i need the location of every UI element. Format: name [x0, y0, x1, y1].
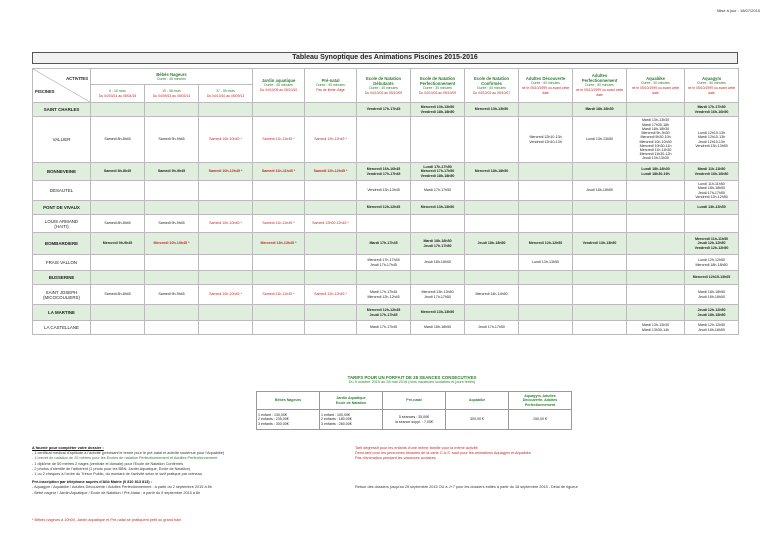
- schedule-cell: [145, 181, 199, 201]
- header-aquagym: [685, 69, 739, 103]
- header-prenatal: [305, 69, 357, 103]
- pool-name: LOUIS ARMAND (HAITI): [33, 215, 91, 233]
- schedule-cell: Samedi 12h00-12h45 *: [305, 215, 357, 233]
- schedule-cell: Jeudi 18h-18h50: [573, 181, 627, 201]
- schedule-cell: [519, 321, 573, 335]
- diagonal-line: [33, 69, 90, 102]
- pool-name: VALLIER: [33, 117, 91, 163]
- table-row: [33, 285, 739, 305]
- schedule-cell: [465, 305, 519, 321]
- schedule-cell: [253, 181, 305, 201]
- schedule-cell: [573, 321, 627, 335]
- natperf-sub: Durée : 30 minutes: [423, 85, 452, 90]
- header-jardin: [253, 69, 305, 103]
- tarifs-title: TARIFS POUR UN FORFAIT DE 28 SEANCES CONSECUTIVES: [347, 375, 477, 380]
- schedule-cell: [627, 201, 685, 215]
- table-row: [33, 233, 739, 255]
- schedule-cell: [305, 305, 357, 321]
- tarif-value: 1 enfant : 130,00€ 2 enfants : 235,00€ 3 enfants : 300,00€: [257, 410, 320, 430]
- schedule-cell: Mercredi 13h-13h50 Vendredi 18h-18h50: [411, 103, 465, 117]
- schedule-cell: Mercredi 16h-16h45 Vendredi 17h-17h45: [357, 163, 411, 181]
- pool-name: BONNEVEINE: [33, 163, 91, 181]
- schedule-cell: [91, 181, 145, 201]
- aduperf-dates: né le 05/10/1999 ou avant cette date: [575, 88, 624, 97]
- schedule-cell: [91, 201, 145, 215]
- schedule-cell: Mercredi 13h-13h50 Jeudi 17h-17h50: [411, 285, 465, 305]
- natconf-dates: Du 04/10/02 au 05/10/07: [472, 90, 511, 95]
- schedule-cell: [305, 201, 357, 215]
- schedule-cell: Mercredi 13h-13h45 *: [253, 233, 305, 255]
- schedule-cell: [519, 305, 573, 321]
- table-row: [33, 117, 739, 163]
- schedule-cell: [253, 255, 305, 271]
- schedule-cell: [627, 305, 685, 321]
- age3-dates: Du 04/10/10 au 05/09/13: [206, 93, 245, 98]
- schedule-cell: Mercredi 13h-13h50: [411, 305, 465, 321]
- schedule-cell: Samedi 8h-8h45: [91, 285, 145, 305]
- table-row: [33, 215, 739, 233]
- schedule-cell: Samedi 12h-12h45 *: [305, 285, 357, 305]
- prenatal-sub: Durée : 45 minutes: [316, 83, 345, 87]
- schedule-cell: Jeudi 18h-18h50: [411, 255, 465, 271]
- schedule-cell: Mardi 18h-18h50 Jeudi 17h-17h50: [411, 233, 465, 255]
- header-adudec: [519, 69, 573, 103]
- pool-name: PONT DE VIVAUX: [33, 201, 91, 215]
- schedule-cell: [411, 271, 465, 285]
- schedule-cell: Mardi 18h-18h50 Jeudi 18h-18h50: [685, 285, 739, 305]
- schedule-cell: Lundi 17h-17h50 Mercredi 17h-17h50 Vendredi 18h-18h50: [411, 163, 465, 181]
- schedule-table: [32, 68, 739, 335]
- pool-name: FRAIS VALLON: [33, 255, 91, 271]
- schedule-cell: Samedi 12h-12h45 *: [305, 117, 357, 163]
- schedule-cell: [305, 255, 357, 271]
- pool-name: LA CASTELLANE: [33, 321, 91, 335]
- schedule-cell: [91, 103, 145, 117]
- tarif-header: Jardin Aquatique Ecole de Natation: [320, 392, 383, 410]
- schedule-cell: [519, 181, 573, 201]
- piscines-label: PISCINES: [35, 88, 55, 94]
- header-age1: [91, 85, 145, 103]
- activites-label: ACTIVITES: [66, 76, 88, 81]
- page-title: Tableau Synoptique des Animations Piscines 2015-2016: [32, 52, 738, 64]
- schedule-cell: Lundi 13h-13h50: [519, 255, 573, 271]
- schedule-cell: Mercredi 18h-18h50: [465, 163, 519, 181]
- tariff-note: Pas d'animation pendant les vacances scolaires: [355, 456, 436, 461]
- notes-heading: A fournir pour compléter votre dossier :: [32, 446, 104, 450]
- schedule-cell: Lundi 12h10-13h Mardi 12h10-13h Jeudi 12h10-13h Vendredi 13h-13h50: [685, 117, 739, 163]
- table-row: [33, 181, 739, 201]
- note-item: - 2 photos d'identité de l'adhérent (1 photo pour les BBN, Jardin Aquatique, Ecole de Natation): [32, 466, 191, 471]
- note-item: - 1 certificat médical d'aptitude à l'activité (précisant le terme pour le pré-natal et activité soutenue pour l'Aquabike): [32, 451, 225, 456]
- schedule-rows: [33, 103, 739, 335]
- age2-label: 19 - 36 mois: [162, 88, 181, 93]
- header-corner: [33, 69, 91, 103]
- schedule-cell: [357, 215, 411, 233]
- schedule-cell: [411, 117, 465, 163]
- aquabike-dates: né le 05/10/1999 ou avant cette date: [631, 85, 680, 95]
- schedule-cell: [573, 271, 627, 285]
- tarif-header: Bébés Nageurs: [257, 392, 320, 410]
- schedule-cell: Mardi 11h-11h50 Vendredi 16h-16h50: [685, 163, 739, 181]
- schedule-cell: [627, 271, 685, 285]
- schedule-cell: Mercredi 17h-17h45 Jeudi 17h-17h45: [357, 255, 411, 271]
- schedule-cell: Samedi 8h-8h45: [91, 215, 145, 233]
- schedule-cell: [91, 321, 145, 335]
- schedule-cell: [199, 305, 253, 321]
- schedule-cell: Lundi 12h-12h50 Mercredi 18h-18h50: [685, 255, 739, 271]
- schedule-cell: Mardi 13h-13h30 Mardi 13h30-14h: [627, 321, 685, 335]
- schedule-cell: [199, 233, 253, 255]
- schedule-cell: Samedi 10h-10h45 *: [199, 285, 253, 305]
- schedule-cell: [573, 255, 627, 271]
- schedule-cell: [145, 305, 199, 321]
- schedule-cell: [199, 201, 253, 215]
- schedule-cell: Samedi 9h-9h45: [145, 117, 199, 163]
- tariff-note: Tarif dégressif pour les enfants d'une même famille pour la même activité: [355, 446, 478, 450]
- schedule-cell: Mardi 12h-12h50 Jeudi 18h-18h50: [685, 321, 739, 335]
- bebes-sub: Durée : 45 minutes: [157, 76, 186, 81]
- schedule-cell: [519, 103, 573, 117]
- schedule-cell: Samedi 11h-11h45 *: [253, 117, 305, 163]
- schedule-cell: [627, 103, 685, 117]
- prereg-line: - Aquagym / Aquabike / Adultes Découverte / Adultes Perfectionnement : à partir du 2 septembre 2015 à 8h: [32, 485, 212, 490]
- tariff-note: Demi-tarif pour les personnes titulaires de la carte C.A.S. sauf pour les animations Aquagym et Aquabike: [355, 451, 531, 456]
- schedule-cell: Samedi 11h-11h45 *: [253, 163, 305, 181]
- pool-name: DESAUTEL: [33, 181, 91, 201]
- schedule-cell: [253, 305, 305, 321]
- schedule-cell: [253, 201, 305, 215]
- schedule-cell: [465, 215, 519, 233]
- schedule-cell: [199, 103, 253, 117]
- schedule-cell: [519, 285, 573, 305]
- natdeb-title: Ecole de Natation Débutants: [365, 75, 402, 86]
- schedule-cell: Jeudi 12h-12h50 Jeudi 18h-18h50: [685, 305, 739, 321]
- adudec-title: Adultes Découverte: [525, 75, 566, 81]
- schedule-cell: Mardi 17h-17h50 Vendredi 16h-16h50: [685, 103, 739, 117]
- pool-name: SAINT JOSEPH (MICOCOULIERS): [33, 285, 91, 305]
- schedule-cell: [91, 271, 145, 285]
- schedule-cell: [573, 305, 627, 321]
- schedule-cell: Samedi 9h-9h45: [145, 163, 199, 181]
- table-row: [33, 255, 739, 271]
- aquabike-title: Aquabike: [646, 75, 665, 81]
- pool-name: BOMBARDIERE: [33, 233, 91, 255]
- tarif-value: 150,00 €: [509, 410, 572, 430]
- age3-label: 37 - 59 mois: [216, 88, 235, 93]
- prenatal-dates: Pas de limite d'âge: [316, 88, 345, 92]
- schedule-cell: Jeudi 17h-17h50: [465, 321, 519, 335]
- bebes-title: Bébés Nageurs: [156, 71, 187, 77]
- schedule-cell: [357, 117, 411, 163]
- schedule-cell: [145, 255, 199, 271]
- tarif-value: 300,00 €: [446, 410, 509, 430]
- update-note: Mise à jour : 18/07/2015: [717, 8, 760, 13]
- schedule-cell: Vendredi 17h-17h45: [357, 103, 411, 117]
- tariff-notes: [355, 446, 735, 462]
- schedule-cell: [253, 103, 305, 117]
- schedule-cell: [627, 181, 685, 201]
- schedule-cell: Samedi 10h-10h45 *: [199, 163, 253, 181]
- schedule-cell: [627, 215, 685, 233]
- documents-notes: [32, 446, 332, 496]
- header-aduperf: [573, 69, 627, 103]
- header-aquabike: [627, 69, 685, 103]
- schedule-cell: [91, 255, 145, 271]
- schedule-cell: Mercredi 12h-12h50: [519, 233, 573, 255]
- aquagym-sub: Durée : 50 minutes: [697, 80, 726, 85]
- aquabike-sub: Durée : 30 minutes: [641, 80, 670, 85]
- tarif-value: 5 séances : 35,00€ la séance suppl. : 7,00€: [383, 410, 446, 430]
- schedule-cell: [573, 285, 627, 305]
- schedule-cell: [465, 271, 519, 285]
- schedule-cell: Mercredi 10h-10h45 *: [145, 233, 199, 255]
- schedule-cell: [305, 181, 357, 201]
- schedule-cell: Samedi 8h-8h45: [91, 163, 145, 181]
- tarif-header: Aquagym, Adultes Découverte, Adultes Perfectionnement: [509, 392, 572, 410]
- header-natdeb: [357, 69, 411, 103]
- schedule-cell: Mardi 17h-17h45: [357, 233, 411, 255]
- schedule-cell: Mardi 18h-18h50: [411, 321, 465, 335]
- schedule-cell: Mardi 13h-13h30 Mardi 17h30-18h Mardi 18h-18h30 Mercredi 9h-9h30 Mercredi 9h30-10h Mercredi 10h-10h30 Mercredi 10h30-11h Mercredi 11h-11h30 Mercredi 11h30-12h Jeudi 13h-13h30: [627, 117, 685, 163]
- adudec-dates: né le 05/10/1999 ou avant cette date: [521, 85, 570, 95]
- header-bebes: [91, 69, 253, 85]
- schedule-cell: [685, 215, 739, 233]
- aduperf-title: Adultes Perfectionnement: [581, 73, 618, 83]
- schedule-cell: [357, 271, 411, 285]
- schedule-cell: Mercredi 9h-9h45: [91, 233, 145, 255]
- jardin-dates: Du 04/10/09 au 05/10/10: [259, 88, 298, 92]
- header-age3: [199, 85, 253, 103]
- table-row: [33, 163, 739, 181]
- schedule-cell: Lundi 13h-13h50: [685, 201, 739, 215]
- header-natperf: [411, 69, 465, 103]
- jardin-title: Jardin aquatique: [261, 78, 296, 83]
- tarifs-heading: [242, 375, 582, 385]
- schedule-cell: Samedi 10h-10h45 *: [199, 215, 253, 233]
- schedule-cell: Lundi 11h-11h50 Mardi 18h-18h50 Jeudi 17h-17h50 Vendredi 12h-12h50: [685, 181, 739, 201]
- schedule-cell: Lundi 13h-13h50: [573, 117, 627, 163]
- schedule-cell: Mardi 18h-18h50: [573, 103, 627, 117]
- schedule-cell: Mercredi 12h15-13h05: [685, 271, 739, 285]
- schedule-cell: [145, 271, 199, 285]
- schedule-cell: Samedi 10h-10h45 *: [199, 117, 253, 163]
- note-item: - 1 ou 2 chèques à l'ordre du Trésor Public, du montant de l'activité selon le tarif pratiqué par créneau: [32, 472, 202, 477]
- schedule-cell: [627, 233, 685, 255]
- schedule-cell: [145, 321, 199, 335]
- schedule-cell: Mardi 17h-17h45: [357, 321, 411, 335]
- header-age2: [145, 85, 199, 103]
- natperf-title: Ecole de Natation Perfectionnement: [419, 75, 456, 86]
- schedule-cell: [465, 255, 519, 271]
- schedule-cell: [573, 215, 627, 233]
- retour-note: Retour des dossiers jusqu'au 25 septembre 2015 OU à J+7 pour les dossiers édités à partir du 18 septembre 2015 - Délai de rigueur: [355, 485, 578, 489]
- schedule-cell: [573, 201, 627, 215]
- schedule-cell: Samedi 12h-12h45 *: [305, 163, 357, 181]
- schedule-cell: Jeudi 18h-18h50: [465, 233, 519, 255]
- schedule-cell: Mardi 17h-17h50: [411, 181, 465, 201]
- schedule-cell: [199, 321, 253, 335]
- schedule-cell: [627, 285, 685, 305]
- aduperf-sub: Durée : 50 minutes: [585, 83, 614, 87]
- table-row: [33, 271, 739, 285]
- aquagym-dates: né le 05/10/1999 ou avant cette date: [687, 85, 736, 95]
- schedule-cell: [305, 103, 357, 117]
- schedule-cell: [305, 321, 357, 335]
- tarifs-table: [256, 391, 572, 430]
- schedule-cell: Vendredi 13h-13h45: [357, 181, 411, 201]
- schedule-cell: Mercredi 11h-11h50 Jeudi 12h-12h50 Vendredi 12h-12h50: [685, 233, 739, 255]
- schedule-cell: Mercredi 13h-13h50: [465, 103, 519, 117]
- note-item: - 1 diplôme de 50 mètres 2 nages (ventrale et dorsale) pour l'Ecole de Natation Confirmés: [32, 461, 183, 466]
- pool-name: SAINT CHARLES: [33, 103, 91, 117]
- prereg-line: - Bébé nageur / Jardin Aquatique / Ecole de Natation / Pré-Natal : à partir du 9 septembre 2015 à 8h: [32, 490, 201, 495]
- natdeb-sub: Durée : 45 minutes: [369, 85, 398, 90]
- age1-dates: Du 04/03/14 au 05/04/15: [98, 93, 137, 98]
- schedule-cell: [199, 255, 253, 271]
- table-row: [33, 321, 739, 335]
- table-row: [33, 103, 739, 117]
- schedule-cell: Samedi 11h-11h45 *: [253, 285, 305, 305]
- tarif-header: Pré-natal: [383, 392, 446, 410]
- aquagym-title: Aquagym: [701, 75, 722, 81]
- schedule-cell: [519, 215, 573, 233]
- footnote: * Bébés nageurs à 10h00, Jardin aquatique et Pré-natal se pratiquent petit ou grand bain: [32, 518, 182, 522]
- tarifs-subtitle: Du 5 octobre 2015 au 28 mai 2016 (hors vacances scolaires et jours fériés): [348, 380, 476, 384]
- table-row: [33, 305, 739, 321]
- schedule-cell: Samedi 8h-8h45: [91, 117, 145, 163]
- schedule-cell: [465, 117, 519, 163]
- schedule-cell: [253, 321, 305, 335]
- schedule-cell: [305, 271, 357, 285]
- tarif-value: 1 enfant : 100,00€ 2 enfants : 180,00€ 3 enfants : 260,00€: [320, 410, 383, 430]
- pool-name: BUSSERINE: [33, 271, 91, 285]
- schedule-cell: Samedi 9h-9h45: [145, 215, 199, 233]
- pool-name: LA MARTINE: [33, 305, 91, 321]
- schedule-cell: Samedi 11h-11h45 *: [253, 215, 305, 233]
- schedule-cell: [91, 305, 145, 321]
- schedule-cell: [465, 201, 519, 215]
- schedule-cell: Vendredi 13h-13h50: [573, 233, 627, 255]
- schedule-cell: Lundi 18h-18h30 Lundi 18h30-19h: [627, 163, 685, 181]
- age2-dates: Du 04/09/13 au 05/03/14: [152, 93, 191, 98]
- adudec-sub: Durée : 50 minutes: [531, 80, 560, 85]
- schedule-cell: [573, 163, 627, 181]
- schedule-cell: [199, 271, 253, 285]
- schedule-cell: [465, 181, 519, 201]
- schedule-cell: [627, 255, 685, 271]
- age1-label: 6 - 18 mois: [109, 88, 126, 93]
- schedule-cell: Mercredi 14h-14h50: [465, 285, 519, 305]
- natconf-title: Ecole de Natation Confirmés: [473, 75, 510, 86]
- header-natconf: [465, 69, 519, 103]
- schedule-cell: Mercredi 12h10-13h Vendredi 12h10-13h: [519, 117, 573, 163]
- schedule-cell: [519, 163, 573, 181]
- schedule-cell: Mercredi 12h-12h45 Jeudi 17h-17h45: [357, 305, 411, 321]
- table-row: [33, 201, 739, 215]
- schedule-cell: Mercredi 12h-12h45: [357, 201, 411, 215]
- schedule-cell: [253, 271, 305, 285]
- jardin-sub: Durée : 45 minutes: [264, 83, 293, 87]
- schedule-cell: [145, 201, 199, 215]
- schedule-cell: [411, 215, 465, 233]
- prereg-heading: Pré-inscription par téléphone auprès d'Allô Mairie (0 810 813 813) :: [32, 480, 152, 485]
- schedule-cell: Samedi 9h-9h45: [145, 285, 199, 305]
- schedule-cell: Mercredi 13h-13h50: [411, 201, 465, 215]
- natdeb-dates: Du 04/10/03 au 05/10/09: [364, 90, 403, 95]
- schedule-cell: [305, 233, 357, 255]
- schedule-cell: [199, 181, 253, 201]
- note-item: - 1 brevet de natation de 25 mètres pour les Ecoles de natation Perfectionnement et Adultes Perfectionnement: [32, 456, 218, 461]
- prenatal-title: Pré-natal: [321, 78, 340, 83]
- schedule-cell: [145, 103, 199, 117]
- schedule-cell: [519, 201, 573, 215]
- natperf-dates: Du 04/10/03 au 05/10/09: [418, 90, 457, 95]
- tarif-header: Aquabike: [446, 392, 509, 410]
- natconf-sub: Durée : 50 minutes: [477, 85, 506, 90]
- schedule-cell: [519, 271, 573, 285]
- schedule-cell: Mardi 17h-17h45 Mercredi 12h-12h45: [357, 285, 411, 305]
